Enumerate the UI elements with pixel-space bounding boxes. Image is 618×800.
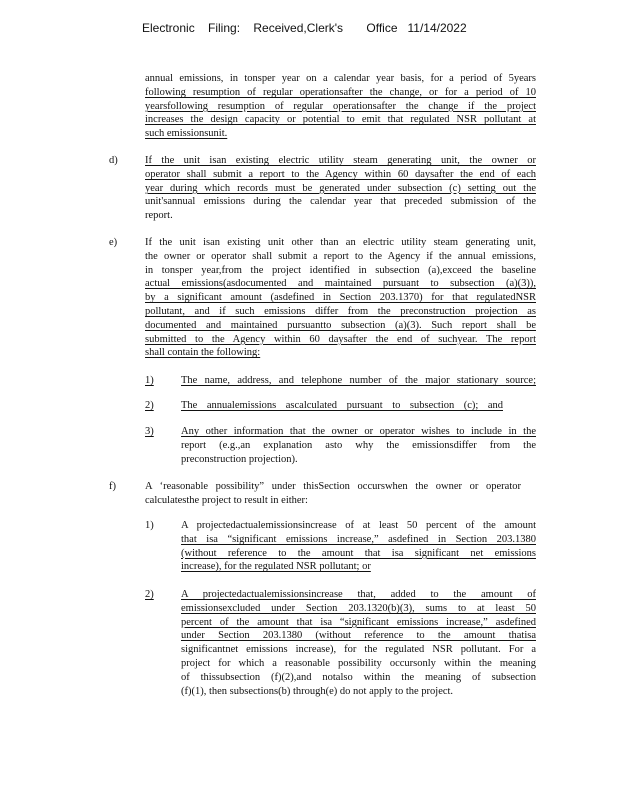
text-line: following resumption of regular operationsafter the change, or for a period of 10: [145, 86, 536, 98]
text-line: pollutant, and if such emissions differ from the preconstruction projection as: [145, 305, 536, 317]
text-line: operator shall submit a report to the Agency within 60 daysafter the end of each: [145, 168, 536, 180]
item-e1-text: [181, 374, 536, 388]
text-line: such emissionsunit.: [145, 128, 228, 140]
text-line: actual emissions(asdocumented and maintained pursuant to subsection (a)(3)),: [145, 278, 536, 290]
text-line: Any other information that the owner or operator wishes to include in the: [181, 426, 536, 437]
text-line: A ‘reasonable possibility” under thisSection occurswhen the owner or operator: [145, 481, 521, 492]
subsection-d-label: d): [109, 155, 118, 166]
text-line: The annualemissions ascalculated pursuant to subsection (c); and: [181, 400, 503, 411]
filing-header: Electronic Filing: Received,Clerk's Office 11/14/2022: [142, 21, 467, 35]
text-line: unit'sannual emissions during the calendar year that preceded submission of the: [145, 196, 536, 208]
text-line: A projectedactualemissionsincrease that, added to the amount of: [181, 589, 536, 600]
item-f2-label: 2): [145, 589, 154, 600]
text-line: in tonsper year,from the project identified in subsection (a),exceed the baseline: [145, 264, 536, 276]
text-line: (without reference to the amount that isa significant net emissions: [181, 547, 536, 559]
intro-paragraph: [145, 72, 536, 141]
text-line: increases the design capacity or potential to emit that regulated NSR pollutant at: [145, 114, 536, 126]
text-line: submitted to the Agency within 60 daysafter the end of suchyear. The report: [145, 333, 536, 345]
text-line: increase), for the regulated NSR pollutant; or: [181, 561, 371, 573]
text-line: yearsfollowing resumption of regular operationsafter the change if the project: [145, 100, 536, 112]
item-e3-text: [181, 425, 536, 466]
text-line: under Section 203.1380 (without reference to the amount thatisa: [181, 630, 536, 642]
text-line: If the unit isan existing electric utility steam generating unit, the owner or: [145, 155, 536, 166]
text-line: annual emissions, in tonsper year on a calendar year basis, for a period of 5years: [145, 73, 536, 84]
subsection-e-paragraph: [145, 236, 536, 360]
text-line: year during which records must be generated under subsection (c) setting out the: [145, 182, 536, 194]
item-e3-label: 3): [145, 426, 154, 437]
text-line: If the unit isan existing unit other than an electric utility steam generating unit,: [145, 237, 536, 248]
text-line: documented and maintained pursuantto subsection (a)(3). Such report shall be: [145, 319, 536, 331]
text-line: significantnet emissions increase), for the regulated NSR pollutant. For a: [181, 644, 536, 656]
item-e2-text: [181, 399, 503, 413]
text-line: calculatesthe project to result in either:: [145, 494, 308, 506]
subsection-d-paragraph: [145, 154, 536, 223]
text-line: preconstruction projection).: [181, 453, 298, 465]
subsection-f-paragraph: [145, 480, 521, 508]
text-line: emissionsexcluded under Section 203.1320(b)(3), sums to at least 50: [181, 602, 536, 614]
text-line: by a significant amount (asdefined in Section 203.1370) for that regulatedNSR: [145, 292, 536, 304]
item-e1-label: 1): [145, 375, 154, 386]
text-line: the owner or operator shall submit a report to the Agency if the annual emissions,: [145, 250, 536, 262]
item-f1-label: 1): [145, 520, 154, 531]
text-line: A projectedactualemissionsincrease of at least 50 percent of the amount: [181, 520, 536, 531]
item-f1-text: [181, 519, 536, 574]
item-f2-text: [181, 588, 536, 698]
text-line: percent of the amount that isa “significant emissions increase,” asdefined: [181, 616, 536, 628]
subsection-e-label: e): [109, 237, 118, 248]
item-e2-label: 2): [145, 400, 154, 411]
text-line: that isa “significant emissions increase,” asdefined in Section 203.1380: [181, 533, 536, 545]
text-line: shall contain the following:: [145, 347, 261, 359]
text-line: (f)(1), then subsections(b) through(e) do not apply to the project.: [181, 685, 454, 697]
text-line: The name, address, and telephone number of the major stationary source;: [181, 375, 536, 386]
subsection-f-label: f): [109, 481, 116, 492]
text-line: report (e.g.,an explanation asto why the emissionsdiffer from the: [181, 439, 536, 451]
text-line: report.: [145, 210, 173, 222]
text-line: of thissubsection (f)(2),and notalso within the meaning of subsection: [181, 671, 536, 683]
text-line: project for which a reasonable possibility occursonly within the meaning: [181, 657, 536, 669]
